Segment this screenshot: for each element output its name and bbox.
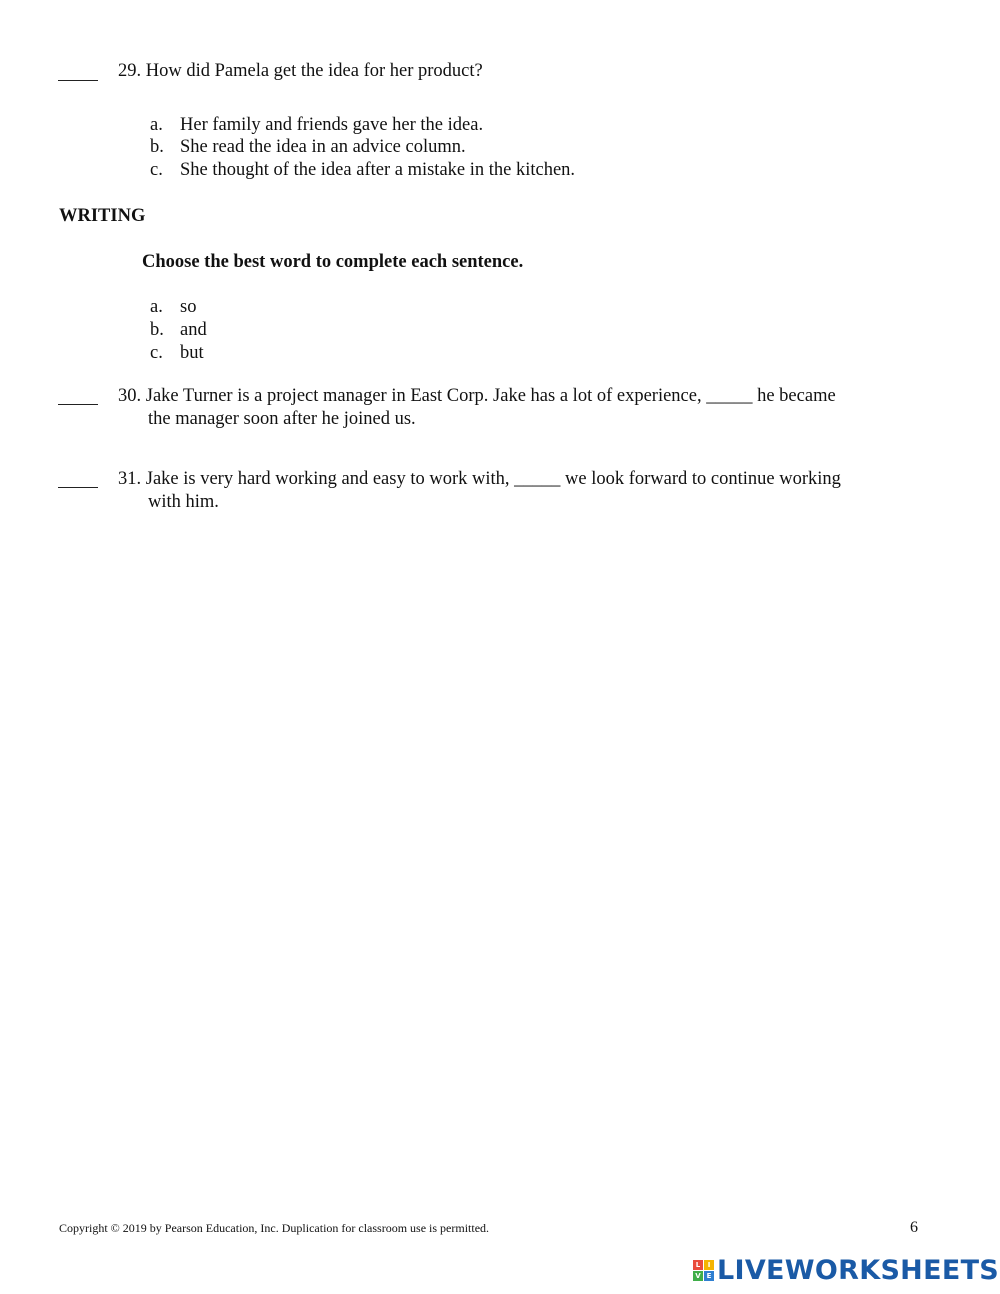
question-31-line-1: 31. Jake is very hard working and easy to work with, _____ we look forward to continue working — [118, 469, 841, 489]
logo-blocks-icon — [693, 1260, 714, 1281]
copyright-notice: Copyright © 2019 by Pearson Education, Inc. Duplication for classroom use is permitted. — [59, 1221, 490, 1235]
option-text: She thought of the idea after a mistake in the kitchen. — [180, 160, 576, 180]
question-31-line-2: with him. — [148, 492, 219, 512]
option-letter: b. — [150, 320, 164, 340]
option-letter: a. — [150, 297, 163, 317]
question-30-text — [118, 385, 908, 431]
logo-wordmark: LIVEWORKSHEETS — [717, 1254, 1000, 1286]
answer-blank-31[interactable] — [58, 487, 98, 488]
writing-instruction: Choose the best word to complete each sentence. — [142, 252, 524, 272]
q29-option-c — [150, 159, 575, 182]
word-option-b — [150, 319, 207, 342]
word-option-c — [150, 342, 204, 365]
question-30-line-1: 30. Jake Turner is a project manager in East Corp. Jake has a lot of experience, _____ he became — [118, 386, 836, 406]
answer-blank-30[interactable] — [58, 404, 98, 405]
option-letter: c. — [150, 343, 163, 363]
question-30-line-2: the manager soon after he joined us. — [148, 409, 416, 429]
option-text: and — [180, 320, 207, 340]
q29-option-b — [150, 136, 466, 159]
option-text: Her family and friends gave her the idea. — [180, 115, 484, 135]
question-29-text: 29. How did Pamela get the idea for her product? — [118, 61, 483, 81]
question-31-text — [118, 468, 908, 514]
word-option-a — [150, 296, 196, 319]
answer-blank-29[interactable] — [58, 80, 98, 81]
option-text: so — [180, 297, 197, 317]
option-letter: b. — [150, 137, 164, 157]
q29-option-a — [150, 114, 483, 137]
option-text: but — [180, 343, 204, 363]
option-letter: a. — [150, 115, 163, 135]
logo-block-l: L — [693, 1260, 703, 1270]
option-text: She read the idea in an advice column. — [180, 137, 466, 157]
logo-block-i: I — [704, 1260, 714, 1270]
logo-block-e: E — [704, 1271, 714, 1281]
option-letter: c. — [150, 160, 163, 180]
liveworksheets-logo[interactable] — [693, 1255, 999, 1285]
section-heading-writing: WRITING — [59, 206, 146, 226]
page-number: 6 — [910, 1219, 918, 1236]
logo-block-v: V — [693, 1271, 703, 1281]
